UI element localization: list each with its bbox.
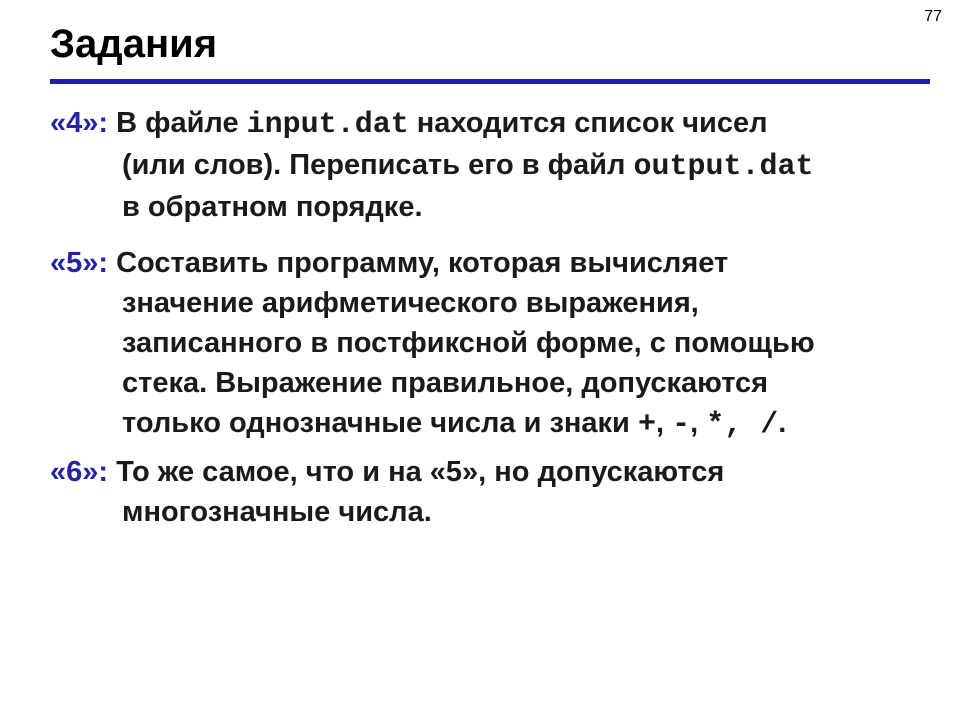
operator-multiply: * bbox=[706, 408, 725, 442]
page-number: 77 bbox=[924, 8, 942, 25]
page-title: Задания bbox=[50, 22, 218, 66]
task-6-line-2: многозначные числа. bbox=[122, 496, 432, 528]
title-divider bbox=[50, 79, 930, 84]
output-filename: output.dat bbox=[633, 150, 814, 184]
task-4-line-1 bbox=[50, 103, 930, 145]
separator: , bbox=[724, 408, 761, 442]
separator: , bbox=[690, 407, 707, 439]
task-4-line-2 bbox=[50, 145, 930, 187]
task-6-label: «6»: bbox=[50, 456, 109, 488]
input-filename: input.dat bbox=[246, 108, 409, 142]
task-4-text-1a: В файле bbox=[108, 107, 247, 139]
task-5-line-4: стека. Выражение правильное, допускаются bbox=[122, 367, 769, 399]
task-5-line-1 bbox=[50, 243, 930, 283]
task-5-label: «5»: bbox=[50, 247, 109, 279]
task-6-text-1: То же самое, что и на «5», но допускаются bbox=[108, 456, 725, 488]
task-5-line-3: записанного в постфиксной форме, с помощью bbox=[122, 327, 815, 359]
task-5-line-5 bbox=[50, 403, 930, 445]
task-4-text-1b: находится список чисел bbox=[408, 107, 768, 139]
operator-divide: / bbox=[760, 408, 779, 442]
task-5-text-1: Составить программу, которая вычисляет bbox=[108, 247, 729, 279]
task-5-line-2: значение арифметического выражения, bbox=[122, 287, 699, 319]
operator-minus: - bbox=[672, 408, 691, 442]
task-4-line-3: в обратном порядке. bbox=[122, 191, 423, 223]
task-4-label: «4»: bbox=[50, 107, 109, 139]
task-5-text-5: только однозначные числа и знаки bbox=[122, 407, 638, 439]
task-6 bbox=[50, 452, 930, 532]
separator: , bbox=[655, 407, 673, 439]
task-4-text-2: (или слов). Переписать его в файл bbox=[122, 149, 634, 181]
task-4 bbox=[50, 103, 930, 227]
sentence-end: . bbox=[778, 407, 787, 439]
task-5 bbox=[50, 243, 930, 445]
operator-plus: + bbox=[637, 408, 656, 442]
task-6-line-1 bbox=[50, 452, 930, 492]
